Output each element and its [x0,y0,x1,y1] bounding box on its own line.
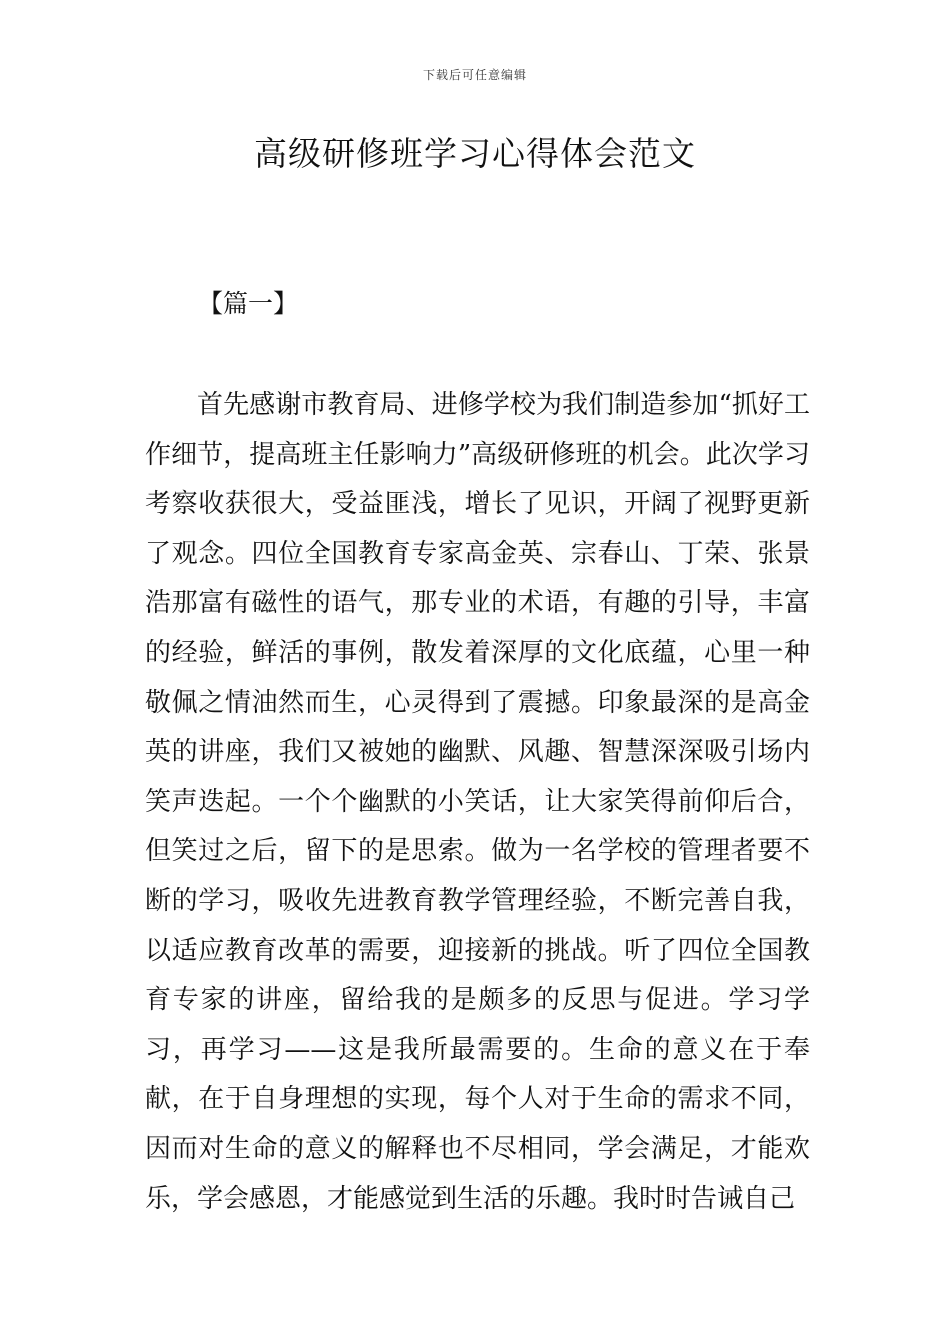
body-paragraph: 首先感谢市教育局、进修学校为我们制造参加“抓好工作细节，提高班主任影响力”高级研修班的机会。此次学习考察收获很大，受益匪浅，增长了见识，开阔了视野更新了观念。四位全国教育专家高金英、宗春山、丁荣、张景浩那富有磁性的语气，那专业的术语，有趣的引导，丰富的经验，鲜活的事例，散发着深厚的文化底蕴，心里一种敬佩之情油然而生，心灵得到了震撼。印象最深的是高金英的讲座，我们又被她的幽默、风趣、智慧深深吸引场内笑声迭起。一个个幽默的小笑话，让大家笑得前仰后合，但笑过之后，留下的是思索。做为一名学校的管理者要不断的学习，吸收先进教育教学管理经验，不断完善自我，以适应教育改革的需要，迎接新的挑战。听了四位全国教育专家的讲座，留给我的是颇多的反思与促进。学习学习，再学习——这是我所最需要的。生命的意义在于奉献，在于自身理想的实现，每个人对于生命的需求不同，因而对生命的意义的解释也不尽相同，学会满足，才能欢乐，学会感恩，才能感觉到生活的乐趣。我时时告诫自己 [145,390,810,1214]
document-title: 高级研修班学习心得体会范文 [254,134,696,173]
header-note: 下载后可任意编辑 [422,68,527,82]
section-label: 【篇一】 [198,289,299,318]
